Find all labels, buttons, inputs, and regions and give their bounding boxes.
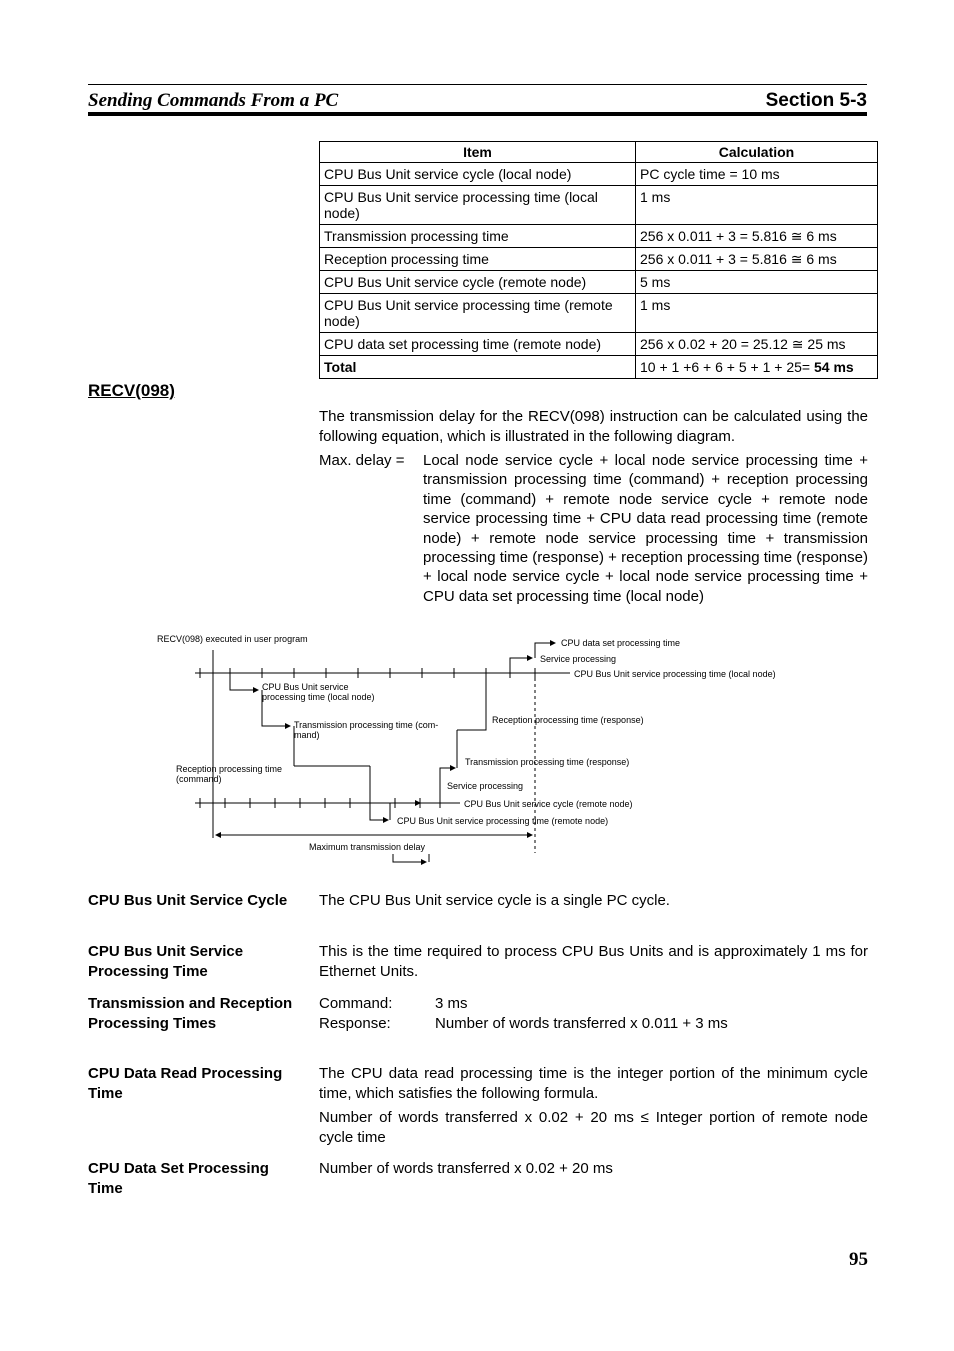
- label-data-set: CPU data set processing time: [561, 638, 681, 648]
- item-cell: CPU Bus Unit service cycle (local node): [320, 163, 636, 186]
- table-row: [320, 186, 878, 225]
- local-proc-arrow: [230, 673, 258, 690]
- item-cell: Reception processing time: [320, 248, 636, 271]
- desc-data-set-time: Number of words transferred x 0.02 + 20 ms: [319, 1160, 613, 1177]
- item-cell: Transmission processing time: [320, 225, 636, 248]
- calc-cell: 256 x 0.011 + 3 = 5.816 ≅ 6 ms: [636, 248, 878, 271]
- calc-cell: 256 x 0.011 + 3 = 5.816 ≅ 6 ms: [636, 225, 878, 248]
- calc-cell: 5 ms: [636, 271, 878, 294]
- total-calc: [636, 356, 878, 379]
- recv-intro: The transmission delay for the RECV(098) instruction can be calculated using the following equation, which is illustrated in the following diagram.: [319, 408, 868, 445]
- item-cell: CPU data set processing time (remote node): [320, 333, 636, 356]
- total-label: Total: [320, 356, 636, 379]
- term-service-cycle: CPU Bus Unit Service Cycle: [88, 892, 288, 909]
- response-value: Number of words transferred x 0.011 + 3 ms: [435, 1014, 728, 1032]
- label-trans-cmd-b: mand): [294, 730, 320, 740]
- desc-data-read-time: The CPU data read processing time is the integer portion of the minimum cycle time, which satisfies the following formula.: [319, 1065, 868, 1102]
- command-label: Command:: [319, 995, 393, 1012]
- total-calc-value: 54 ms: [813, 359, 854, 375]
- page-number: 95: [849, 1249, 868, 1270]
- label-trans-cmd-a: Transmission processing time (com-: [294, 720, 439, 730]
- running-title: Sending Commands From a PC: [88, 90, 339, 111]
- label-recep-cmd-a: Reception processing time: [176, 764, 283, 774]
- max-delay-bracket: [393, 854, 426, 862]
- label-remote-cycle: CPU Bus Unit service cycle (remote node): [464, 799, 633, 809]
- calc-cell: 1 ms: [636, 186, 878, 225]
- calc-cell: PC cycle time = 10 ms: [636, 163, 878, 186]
- term-service-processing-time: CPU Bus Unit Service Processing Time: [88, 943, 244, 980]
- header-rule-bottom: [88, 112, 867, 116]
- term-data-read-time: CPU Data Read Processing Time: [88, 1065, 283, 1102]
- timing-diagram: [150, 628, 810, 868]
- label-trans-resp: Transmission processing time (response): [465, 757, 630, 767]
- table-row: [320, 225, 878, 248]
- section-number: Section 5-3: [765, 90, 867, 111]
- item-cell: CPU Bus Unit service processing time (remote node): [320, 294, 636, 333]
- item-cell: CPU Bus Unit service cycle (remote node): [320, 271, 636, 294]
- col-calc-header: Calculation: [636, 142, 878, 163]
- label-local-proc-a: CPU Bus Unit service: [262, 682, 349, 692]
- table-row: [320, 248, 878, 271]
- label-local-proc-b: processing time (local node): [262, 692, 375, 702]
- max-delay-equation: Local node service cycle + local node service processing time + transmission processing time (command) + reception processing time (command) + remote node service cycle + remote node service processing time + CPU data read processing time (remote node) + remote node service processing time + transmission processing time (response) + reception processing time (response) + local node service cycle + local node service processing time + CPU data set processing time (local node): [423, 452, 868, 605]
- table-row: [320, 163, 878, 186]
- desc-service-processing-time: This is the time required to process CPU Bus Units and is approximately 1 ms for Ethernet Units.: [319, 943, 868, 980]
- table-row: [320, 271, 878, 294]
- desc-trans-recep-times: [319, 994, 868, 1033]
- command-value: 3 ms: [435, 995, 468, 1012]
- max-delay-label: Max. delay =: [319, 452, 405, 469]
- recep-resp-line: [457, 673, 486, 730]
- remote-proc-arrow: [370, 766, 388, 820]
- col-item-header: Item: [320, 142, 636, 163]
- calculation-table: [319, 141, 878, 379]
- service-proc-top-arrow: [510, 658, 532, 673]
- calc-cell: 1 ms: [636, 294, 878, 333]
- recv-heading: RECV(098): [88, 381, 175, 400]
- table-row: [320, 333, 878, 356]
- label-local-proc: CPU Bus Unit service processing time (local node): [574, 669, 776, 679]
- item-cell: CPU Bus Unit service processing time (local node): [320, 186, 636, 225]
- label-service-proc-bottom: Service processing: [447, 781, 524, 791]
- desc-service-cycle: The CPU Bus Unit service cycle is a single PC cycle.: [319, 892, 670, 909]
- table-total-row: [320, 356, 878, 379]
- label-recep-resp: Reception processing time (response): [492, 715, 644, 725]
- calc-cell: 256 x 0.02 + 20 = 25.12 ≅ 25 ms: [636, 333, 878, 356]
- label-executed: RECV(098) executed in user program: [157, 634, 308, 644]
- label-remote-proc: CPU Bus Unit service processing time (remote node): [397, 816, 609, 826]
- label-service-proc-top: Service processing: [540, 654, 617, 664]
- response-label: Response:: [319, 1014, 391, 1032]
- term-data-set-time: CPU Data Set Processing Time: [88, 1160, 269, 1197]
- table-header-row: [320, 142, 878, 163]
- table-row: [320, 294, 878, 333]
- label-recep-cmd-b: (command): [176, 774, 222, 784]
- total-calc-prefix: 10 + 1 +6 + 6 + 5 + 1 + 25=: [640, 359, 814, 375]
- header-rule-top: [88, 84, 867, 85]
- data-read-formula: Number of words transferred x 0.02 + 20 ms ≤ Integer portion of remote node cycle time: [319, 1109, 868, 1146]
- term-trans-recep-times: Transmission and Reception Processing Times: [88, 995, 293, 1032]
- label-max-delay: Maximum transmission delay: [309, 842, 426, 852]
